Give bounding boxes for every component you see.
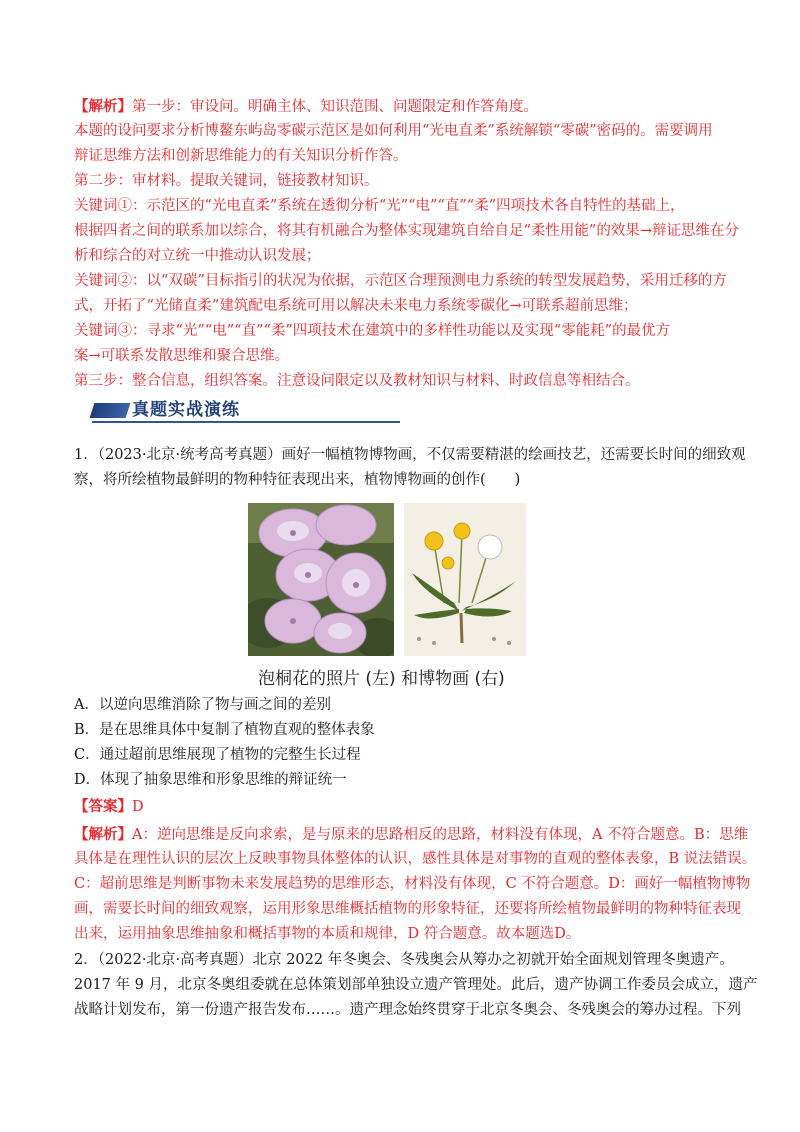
analysis-line: 画，需要长时间的细致观察，运用形象思维概括植物的形象特征，还要将所绘植物最鲜明的物种特征表现 [74, 901, 741, 917]
analysis-line [74, 822, 749, 847]
figure-caption: 泡桐花的照片 (左) 和博物画 (右) [258, 669, 505, 689]
question-line: 战略计划发布，第一份遗产报告发布……。遗产理念始终贯穿于北京冬奥会、冬残奥会的筹办过程。下列 [74, 1002, 741, 1018]
analysis-line: 出来，运用抽象思维抽象和概括事物的本质和规律，D 符合题意。故本题选D。 [74, 926, 581, 942]
question-1-stem [74, 443, 746, 493]
dandelion-botanical-illustration [404, 503, 526, 656]
analysis-label: 【解析】 [74, 98, 132, 115]
question-1-analysis [74, 822, 757, 947]
question-line: 1．（2023·北京·统考高考真题）画好一幅植物博物画，不仅需要精湛的绘画技艺，还需要长时间的细致观 [74, 447, 746, 463]
analysis-text: 第一步：审设问。明确主体、知识范围、问题限定和作答角度。 [132, 99, 538, 115]
analysis-line: 第二步：审材料。提取关键词，链接教材知识。 [74, 173, 379, 189]
analysis-line: 第三步：整合信息，组织答案。注意设问限定以及教材知识与材料、时政信息等相结合。 [74, 373, 640, 389]
analysis-line: 关键词②：以“双碳”目标指引的状况为依据，示范区合理预测电力系统的转型发展趋势，采用迁移的方 [74, 273, 727, 289]
question-1-answer [74, 794, 742, 819]
analysis-line: 式，开拓了“光储直柔”建筑配电系统可用以解决未来电力系统零碳化→可联系超前思维； [74, 298, 638, 314]
option-b: B．是在思维具体中复制了植物直观的整体表象 [74, 722, 375, 738]
analysis-line: 析和综合的对立统一中推动认识发展； [74, 248, 321, 264]
analysis-line: 辩证思维方法和创新思维能力的有关知识分析作答。 [74, 148, 408, 164]
analysis-line [74, 94, 742, 119]
section-banner [92, 395, 400, 425]
analysis-line: 案→可联系发散思维和聚合思维。 [74, 348, 290, 364]
paulownia-photo-image [248, 503, 394, 656]
analysis-line: 关键词③：寻求“光”“电”“直”“柔”四项技术在建筑中的多样性功能以及实现“零能耗”的最优方 [74, 323, 671, 339]
option-d: D．体现了抽象思维和形象思维的辩证统一 [74, 772, 347, 788]
analysis-line: 关键词①：示范区的“光电直柔”系统在透彻分析“光”“电”“直”“柔”四项技术各自特性的基础上， [74, 198, 685, 214]
analysis-line: 本题的设问要求分析博鳌东屿岛零碳示范区是如何利用“光电直柔”系统解锁“零碳”密码的。需要调用 [74, 123, 713, 139]
option-c: C．通过超前思维展现了植物的完整生长过程 [74, 747, 361, 763]
analysis-line: C：超前思维是判断事物未来发展趋势的思维形态，材料没有体现，C 不符合题意。D：画好一幅植物博物 [74, 876, 751, 892]
question-line: 察，将所绘植物最鲜明的物种特征表现出来，植物博物画的创作( ) [74, 472, 521, 488]
analysis-top [74, 94, 742, 394]
answer-label: 【答案】 [74, 798, 132, 815]
paulownia-photo [248, 503, 394, 656]
analysis-text: A：逆向思维是反向求索，是与原来的思路相反的思路，材料没有体现，A 不符合题意。B：思维 [132, 827, 749, 843]
answer-line [74, 794, 742, 819]
botanical-illustration-image [404, 503, 526, 656]
question-2-stem [74, 948, 758, 1023]
analysis-line: 具体是在理性认识的层次上反映事物具体整体的认识，感性具体是对事物的直观的整体表象，B 说法错误。 [74, 851, 757, 867]
question-line: 2．（2022·北京·高考真题）北京 2022 年冬奥会、冬残奥会从筹办之初就开始全面规划管理冬奥遗产。 [74, 952, 734, 968]
analysis-line: 根据四者之间的联系加以综合，将其有机融合为整体实现建筑自给自足“柔性用能”的效果→辩证思维在分 [74, 223, 739, 239]
question-1-options [74, 693, 742, 793]
banner-bar-icon [90, 403, 131, 418]
analysis-label: 【解析】 [74, 826, 132, 843]
banner-title: 真题实战演练 [132, 400, 240, 420]
option-a: A．以逆向思维消除了物与画之间的差别 [74, 697, 331, 713]
question-line: 2017 年 9 月，北京冬奥组委就在总体策划部单独设立遗产管理处。此后，遗产协调工作委员会成立，遗产 [74, 977, 758, 993]
answer-value: D [132, 799, 144, 815]
banner-rule [92, 421, 400, 423]
